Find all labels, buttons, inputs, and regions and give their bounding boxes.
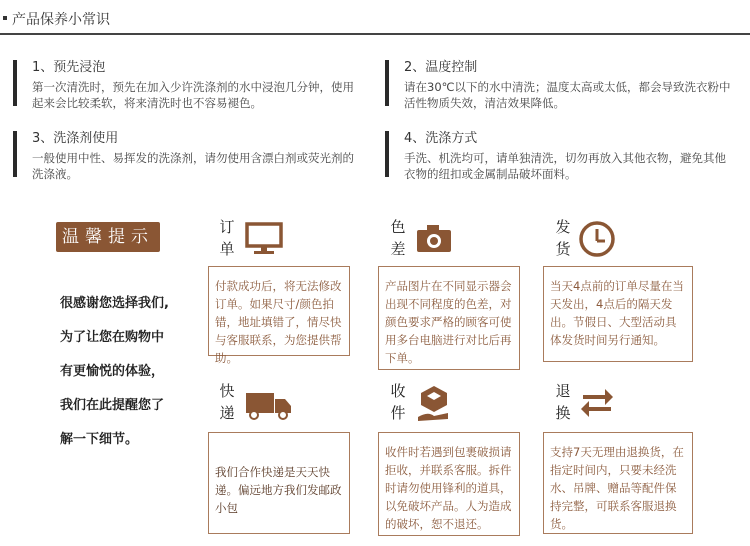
reminder-text: [60, 287, 190, 457]
reminder-line: 解一下细节。: [60, 432, 139, 447]
tip-bar: [385, 60, 389, 106]
reminder-line: 我们在此提醒您了: [60, 398, 165, 413]
reminder-line: 为了让您在购物中: [60, 330, 165, 345]
reminder-line: 有更愉悦的体验，: [60, 364, 165, 379]
tip-title: 1、预先浸泡: [32, 60, 106, 75]
card-label-color: 色差: [390, 218, 406, 258]
tip-bar: [13, 60, 17, 106]
tip-title: 3、洗涤剂使用: [32, 131, 119, 146]
exchange-icon: [577, 383, 617, 423]
care-tip-2: [385, 56, 740, 110]
card-box-exchange: 支持7天无理由退换货，在指定时间内，只要未经洗水、吊牌、赠品等配件保持完整，可联系客服退换货。: [543, 432, 693, 534]
tip-body: 请在30℃以下的水中清洗；温度太高或太低，都会导致洗衣粉中活性物质失效，清洁效果降低。: [404, 80, 731, 110]
card-box-shipping: 当天4点前的订单尽量在当天发出，4点后的隔天发出。节假日、大型活动具体发货时间另行通知。: [543, 266, 693, 362]
card-label-courier: 快递: [219, 382, 235, 422]
tip-title: 4、洗涤方式: [404, 131, 478, 146]
care-tip-4: [385, 127, 740, 181]
tip-body: 手洗、机洗均可，请单独清洗，切勿再放入其他衣物，避免其他衣物的纽扣或金属制品破坏面料。: [404, 151, 726, 181]
card-label-receive: 收件: [390, 382, 406, 422]
card-label-shipping: 发货: [555, 218, 571, 258]
care-tip-1: [13, 56, 363, 110]
header-divider: [0, 33, 750, 35]
care-tip-3: [13, 127, 363, 181]
reminder-line: 很感谢您选择我们,: [60, 296, 169, 311]
card-box-color: 产品图片在不同显示器会出现不同程度的色差，对颜色要求严格的顾客可使用多台电脑进行对比后再下单。: [378, 266, 520, 370]
card-box-receive: 收件时若遇到包裹破损请拒收，并联系客服。拆件时请勿使用锋利的道具，以免破坏产品。人为造成的破坏，恕不退还。: [378, 432, 520, 536]
tip-body: 第一次清洗时，预先在加入少许洗涤剂的水中浸泡几分钟，使用起来会比较柔软，将来清洗时也不容易褪色。: [32, 80, 354, 110]
camera-icon: [414, 219, 454, 259]
clock-icon: [577, 219, 617, 259]
tip-bar: [385, 131, 389, 177]
card-box-order: 付款成功后，将无法修改订单。如果尺寸/颜色拍错，地址填错了，情尽快与客服联系，为您提供帮助。: [208, 266, 350, 356]
card-label-order: 订单: [219, 218, 235, 258]
monitor-icon: [244, 219, 284, 259]
header-bullet: [3, 16, 7, 20]
tip-title: 2、温度控制: [404, 60, 478, 75]
card-label-exchange: 退换: [555, 382, 571, 422]
package-hand-icon: [414, 383, 454, 423]
tip-bar: [13, 131, 17, 177]
header: [0, 0, 750, 36]
tip-body: 一般使用中性、易挥发的洗涤剂，请勿使用含漂白剂或荧光剂的洗涤液。: [32, 151, 354, 181]
truck-icon: [244, 383, 294, 423]
card-box-courier: 我们合作快递是天天快递。偏远地方我们发邮政小包: [208, 432, 350, 534]
page-title: 产品保养小常识: [12, 12, 110, 28]
reminder-badge: 温馨提示: [56, 222, 160, 252]
